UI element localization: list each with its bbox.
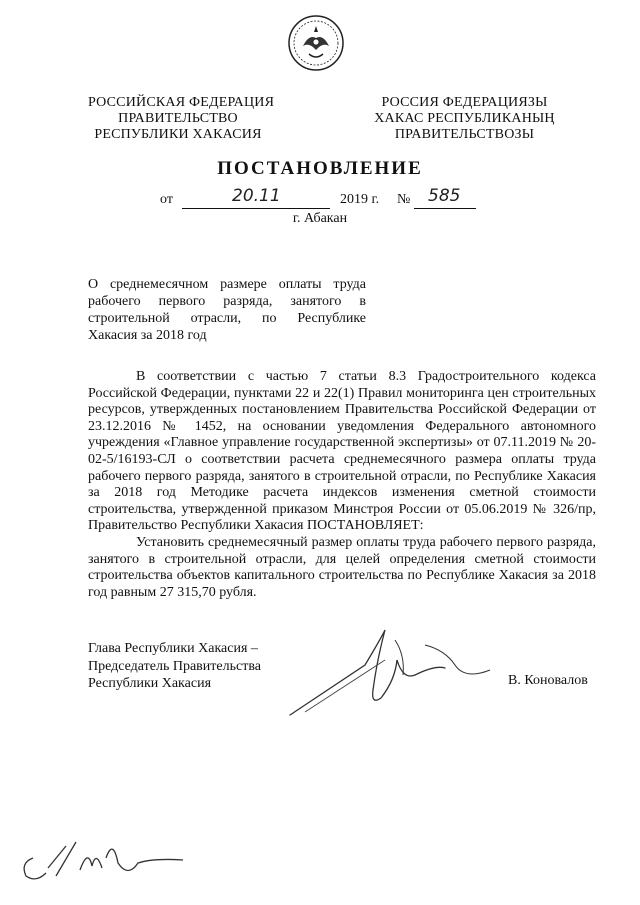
document-body: [88, 369, 596, 601]
number-underline: [414, 208, 476, 209]
header-right: [372, 95, 557, 143]
header-left-line: РОССИЙСКАЯ ФЕДЕРАЦИЯ: [88, 95, 275, 110]
document-subject: О среднемесячном размере оплаты труда рабочего первого разряда, занятого в строительной отрасли, по Республике Хакасия за 2018 год: [88, 277, 366, 343]
handwritten-number: 585: [428, 186, 461, 206]
signatory-position-line: Глава Республики Хакасия –: [88, 641, 258, 656]
signatory-name: В. Коновалов: [508, 673, 588, 688]
number-label: №: [397, 192, 411, 207]
city-label: г. Абакан: [292, 211, 348, 226]
header-right-line: РОССИЯ ФЕДЕРАЦИЯЗЫ: [381, 95, 548, 110]
coat-of-arms-emblem: [287, 14, 345, 72]
year-label: 2019 г.: [340, 192, 380, 207]
handwritten-marks: [18, 828, 188, 888]
header-left-line: РЕСПУБЛИКИ ХАКАСИЯ: [94, 127, 262, 142]
header-right-line: ПРАВИТЕЛЬСТВОЗЫ: [394, 127, 535, 142]
document-title: ПОСТАНОВЛЕНИЕ: [217, 158, 423, 179]
body-paragraph: Установить среднемесячный размер оплаты труда рабочего первого разряда, занятого в строительной отрасли, для целей определения сметной стоимости строительства объектов капитального строительства по Республике Хакасия за 2018 год равным 27 315,70 рубля.: [88, 534, 596, 600]
signatory-position-line: Председатель Правительства: [88, 658, 261, 674]
header-left-line: ПРАВИТЕЛЬСТВО: [118, 111, 238, 126]
signatory-position-line: Республики Хакасия: [88, 676, 212, 691]
handwritten-signature: [285, 620, 495, 720]
signatory-position: [88, 640, 261, 693]
date-from-label: от: [160, 192, 173, 207]
header-right-line: ХАКАС РЕСПУБЛИКАНЫҢ: [374, 111, 555, 126]
handwritten-date: 20.11: [232, 186, 281, 206]
date-underline: [182, 208, 330, 209]
body-paragraph: В соответствии с частью 7 статьи 8.3 Градостроительного кодекса Российской Федерации, пунктами 22 и 22(1) Правил мониторинга цен строительных ресурсов, утвержденных постановлением Правительства Российской Федерации от 23.12.2016 № 1452, на основании уведомления Федерального автономного учреждения «Главное управление государственной экспертизы» от 07.11.2019 № 20-02-5/16193-СЛ о соответствии расчета среднемесячного размера оплаты труда рабочего первого разряда, занятого в строительной отрасли, по Республике Хакасия за 2018 год Методике расчета индексов изменения сметной стоимости строительства, утвержденной приказом Минстроя России от 05.06.2019 № 326/пр, Правительство Республики Хакасия ПОСТАНОВЛЯЕТ:: [88, 369, 596, 534]
header-left: [88, 95, 275, 143]
date-number-line: [160, 186, 500, 212]
